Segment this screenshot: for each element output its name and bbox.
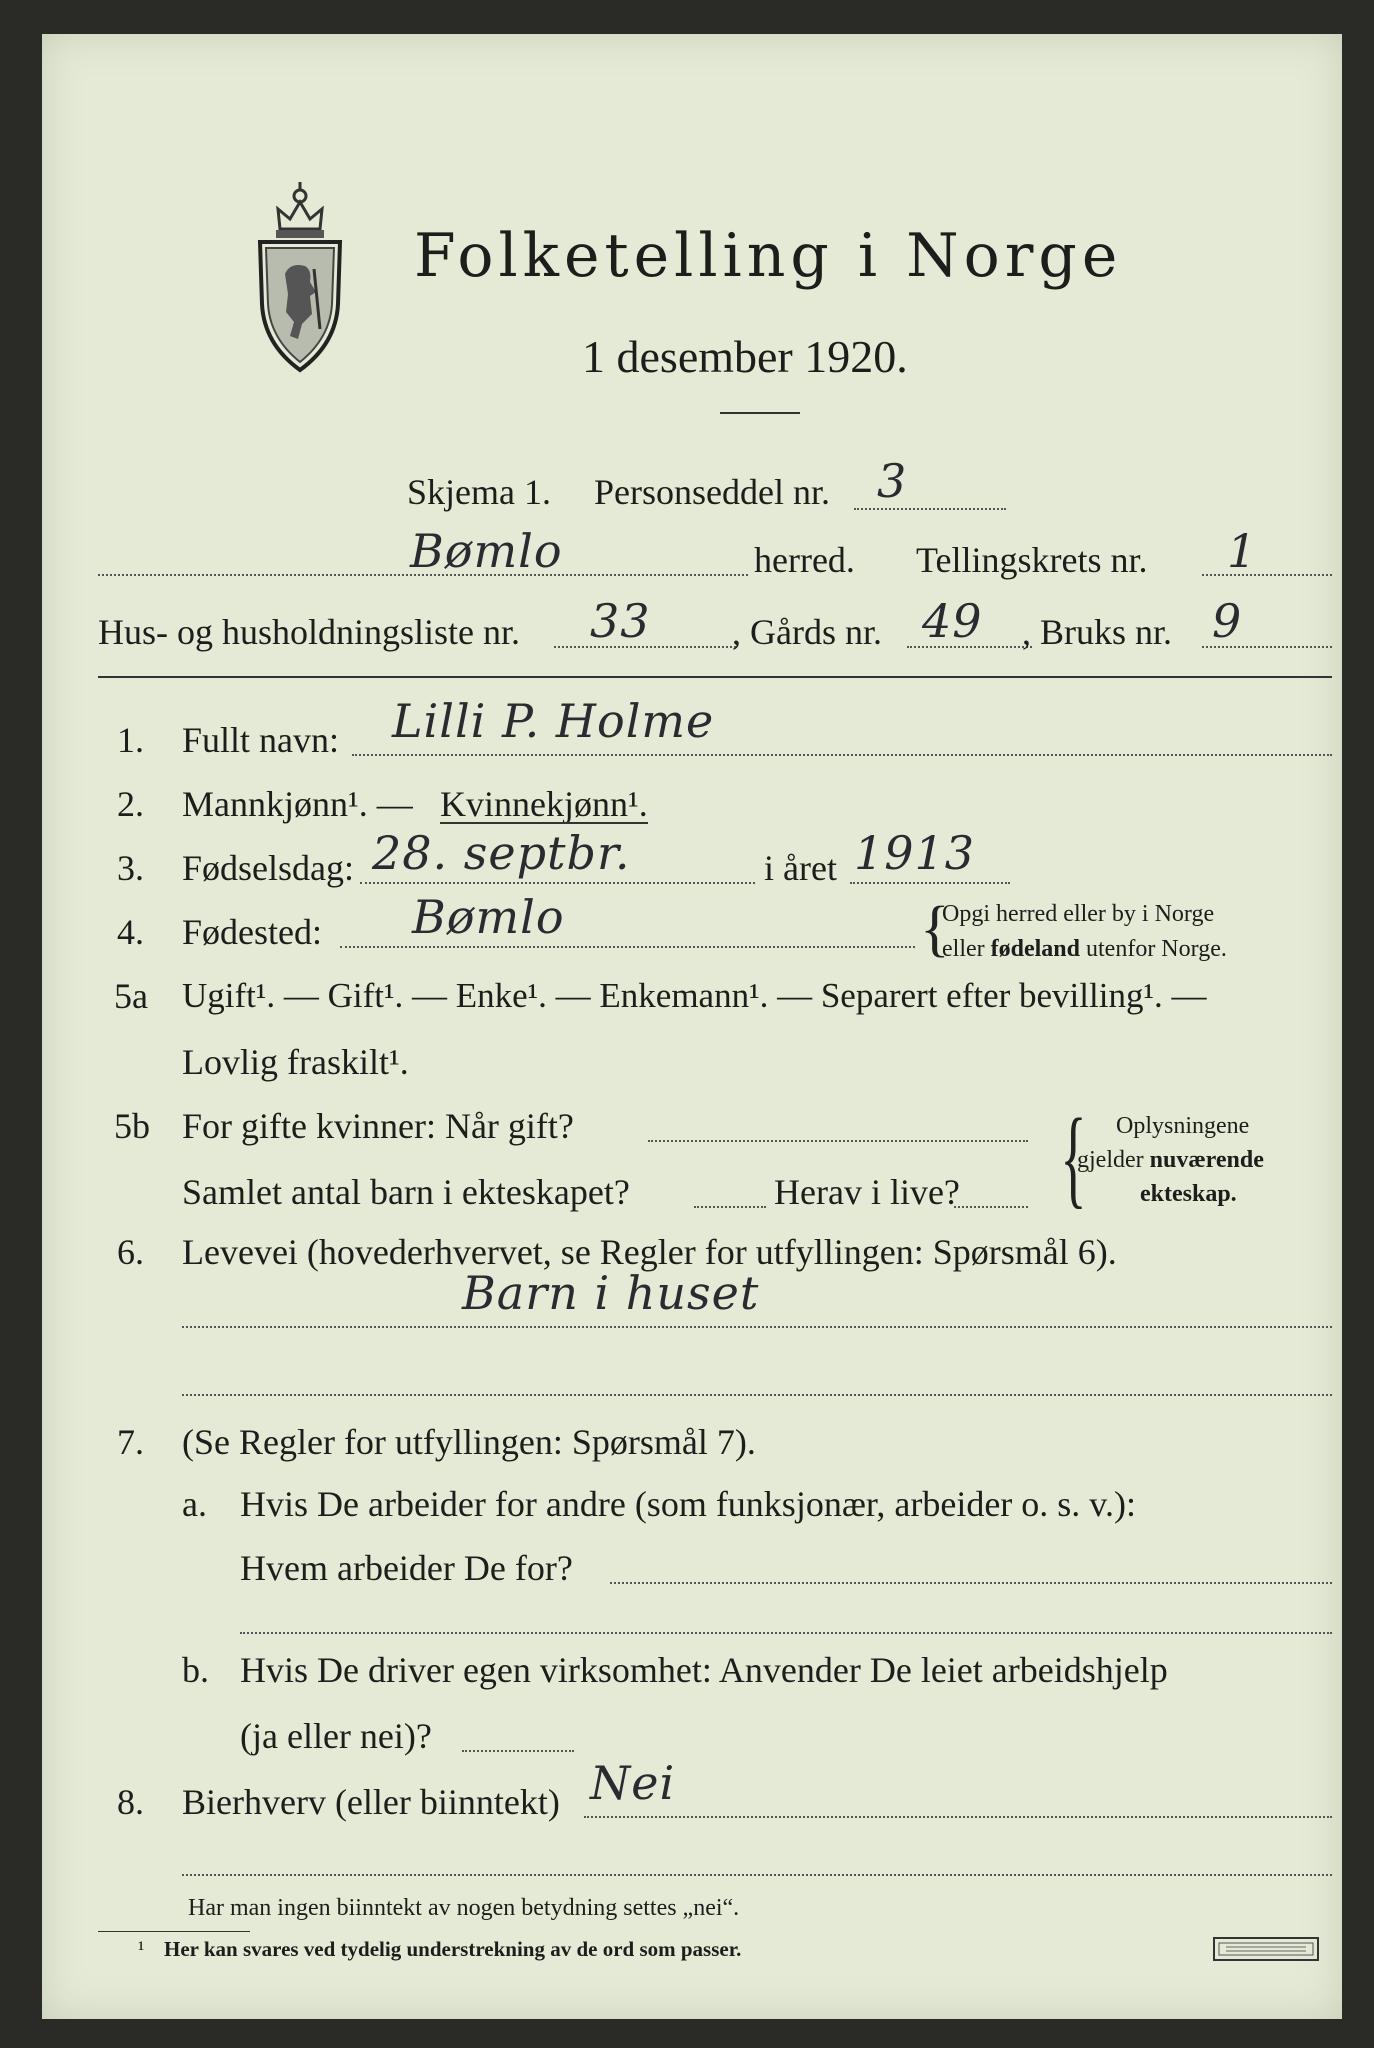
- census-form: [42, 34, 1342, 2019]
- employer-label: Hvem arbeider De for?: [240, 1548, 573, 1588]
- marriage-note-1: Oplysningene: [1116, 1113, 1250, 1139]
- occupation-label: Levevei (hovederhvervet, se Regler for utfyllingen: Spørsmål 6).: [182, 1232, 1117, 1272]
- personseddel-label: Personseddel nr.: [594, 472, 830, 512]
- birthdate-value: 28. septbr.: [372, 826, 631, 880]
- husholdningsliste-value: 33: [590, 594, 651, 648]
- tellingskrets-label: Tellingskrets nr.: [916, 540, 1148, 580]
- q1-number: 1.: [117, 720, 144, 760]
- q7b-number: b.: [182, 1650, 209, 1690]
- header-divider: [98, 676, 1332, 678]
- tellingskrets-value: 1: [1227, 524, 1258, 578]
- q8-number: 8.: [117, 1782, 144, 1822]
- children-alive-label: Herav i live?: [774, 1172, 960, 1212]
- form-title: Folketelling i Norge: [414, 221, 1123, 291]
- gender-female-underline: [440, 822, 648, 824]
- q7a-number: a.: [182, 1484, 207, 1524]
- printer-stamp-icon: [1212, 1936, 1320, 1962]
- census-date: 1 desember 1920.: [582, 331, 908, 382]
- side-income-label: Bierhverv (eller biinntekt): [182, 1782, 560, 1822]
- marital-status-divorced: Lovlig fraskilt¹.: [182, 1042, 409, 1082]
- marriage-note-2: gjelder nuværende: [1077, 1147, 1264, 1173]
- title-divider: [720, 412, 800, 414]
- birthplace-note-2: eller fødeland utenfor Norge.: [942, 936, 1227, 962]
- children-count-label: Samlet antal barn i ekteskapet?: [182, 1172, 630, 1212]
- birthplace-label: Fødested:: [182, 912, 322, 952]
- footnote-divider: [98, 1931, 250, 1932]
- birthplace-value: Bømlo: [412, 890, 565, 944]
- q3-number: 3.: [117, 848, 144, 888]
- q7b-question: Hvis De driver egen virksomhet: Anvender De leiet arbeidshjelp: [240, 1650, 1168, 1690]
- q5b-number: 5b: [114, 1106, 150, 1146]
- q7a-question: Hvis De arbeider for andre (som funksjonær, arbeider o. s. v.):: [240, 1484, 1136, 1524]
- full-name-value: Lilli P. Holme: [392, 694, 715, 748]
- q4-number: 4.: [117, 912, 144, 952]
- bruks-value: 9: [1212, 594, 1243, 648]
- hired-help-label: (ja eller nei)?: [240, 1716, 432, 1756]
- birthyear-label: i året: [764, 848, 837, 888]
- norway-coat-of-arms-icon: [250, 174, 350, 374]
- gender-female: Kvinnekjønn¹.: [440, 784, 648, 824]
- gender-male: Mannkjønn¹. —: [182, 784, 413, 824]
- marital-status-options: Ugift¹. — Gift¹. — Enke¹. — Enkemann¹. — Separert efter bevilling¹. —: [182, 976, 1207, 1015]
- q7-number: 7.: [117, 1422, 144, 1462]
- footnote-marker: ¹: [138, 1937, 145, 1961]
- q5a-number: 5a: [114, 976, 148, 1016]
- gards-value: 49: [922, 594, 983, 648]
- marriage-brace: {: [1060, 1096, 1087, 1218]
- skjema-label: Skjema 1.: [407, 472, 551, 512]
- husholdningsliste-label: Hus- og husholdningsliste nr.: [98, 612, 521, 652]
- birthplace-brace: {: [920, 895, 950, 963]
- footnote-text: Her kan svares ved tydelig understrekning av de ord som passer.: [164, 1937, 742, 1961]
- q2-number: 2.: [117, 784, 144, 824]
- birthplace-note-1: Opgi herred eller by i Norge: [942, 901, 1215, 927]
- full-name-label: Fullt navn:: [182, 720, 340, 760]
- marriage-note-3: ekteskap.: [1140, 1181, 1237, 1207]
- bruks-label: , Bruks nr.: [1022, 612, 1173, 652]
- gards-label: , Gårds nr.: [732, 612, 882, 652]
- married-when-label: For gifte kvinner: Når gift?: [182, 1106, 574, 1146]
- side-income-value: Nei: [590, 1756, 676, 1810]
- herred-label: herred.: [754, 540, 855, 580]
- personseddel-value: 3: [877, 454, 908, 508]
- birthyear-value: 1913: [854, 826, 976, 880]
- q6-number: 6.: [117, 1232, 144, 1272]
- q7-instructions: (Se Regler for utfyllingen: Spørsmål 7).: [182, 1422, 756, 1462]
- birthdate-label: Fødselsdag:: [182, 848, 355, 888]
- nei-instruction: Har man ingen biinntekt av nogen betydning settes „nei“.: [188, 1895, 740, 1921]
- herred-value: Bømlo: [410, 524, 563, 578]
- occupation-value: Barn i huset: [462, 1266, 760, 1320]
